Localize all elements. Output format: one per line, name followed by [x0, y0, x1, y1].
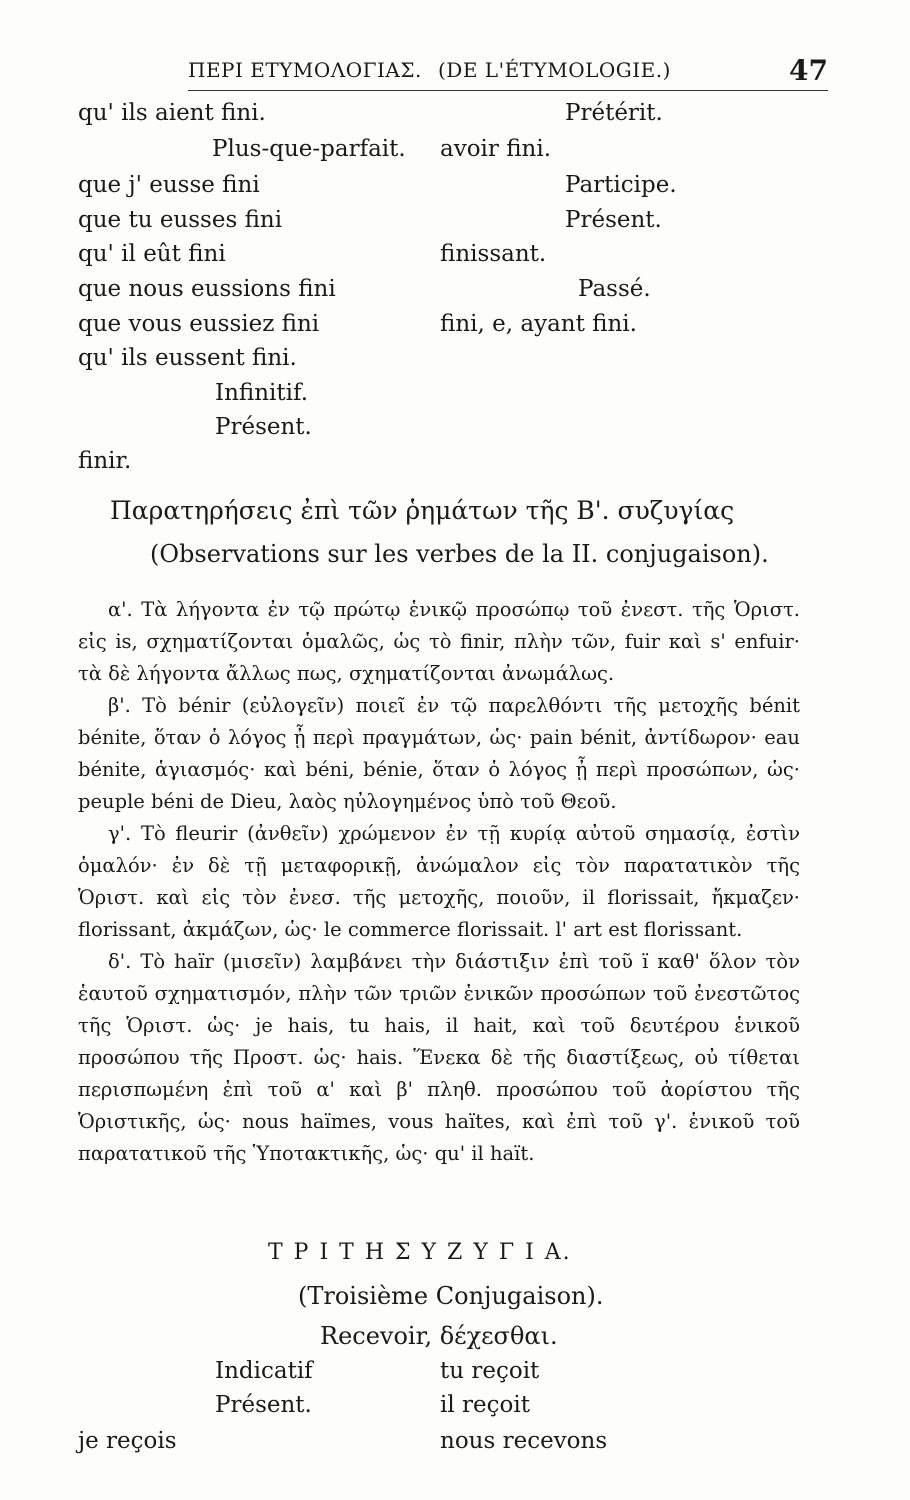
observations-body: [78, 594, 800, 1170]
conj-right: fini, e, ayant fini.: [440, 311, 637, 337]
paragraph: γ'. Τὸ fleurir (ἀνθεῖν) χρώμενον ἐν τῇ κυρίᾳ αὐτοῦ σημασίᾳ, ἐστὶν ὁμαλόν· ἐν δὲ τῇ μεταφορικῇ, ἀνώμαλον εἰς τὸν παρατατικὸν τῆς Ὁριστ. καὶ εἰς τὸν ἐνεσ. τῆς μετοχῆς, ποιοῦν, il florissait, ἤκμαζεν· florissant, ἀκμάζων, ὡς· le commerce florissait. l' art est florissant.: [78, 822, 800, 941]
conj-right: tu reçoit: [440, 1358, 540, 1384]
conj-right: il reçoit: [440, 1392, 530, 1418]
header-subtitle: (DE L'ÉTYMOLOGIE.): [438, 58, 671, 82]
third-conjugation-greek-title: Τ Ρ Ι Τ Η Σ Υ Ζ Υ Γ Ι Α.: [268, 1240, 572, 1265]
conj-right: avoir fini.: [440, 136, 552, 162]
conj-left: que nous eussions fini: [78, 276, 336, 302]
page-number: 47: [789, 54, 828, 87]
conj-left: qu' ils eussent fini.: [78, 345, 297, 371]
conj-left: que j' eusse fini: [78, 172, 260, 198]
conj-left: qu' ils aient fini.: [78, 100, 266, 126]
mood-label: Indicatif: [215, 1358, 313, 1384]
mood-label: Infinitif.: [215, 380, 309, 406]
conj-left: qu' il eût fini: [78, 241, 226, 267]
conj-left: que tu eusses fini: [78, 207, 283, 233]
tense-label: Présent.: [215, 414, 312, 440]
observations-greek-title: Παρατηρήσεις ἐπὶ τῶν ῥημάτων τῆς Β'. συζυγίας: [110, 496, 735, 525]
observations-french-title: (Observations sur les verbes de la II. conjugaison).: [150, 540, 769, 568]
header-title: ΠΕΡΙ ΕΤΥΜΟΛΟΓΙΑΣ.: [188, 58, 422, 82]
paragraph: β'. Τὸ bénir (εὐλογεῖν) ποιεῖ ἐν τῷ παρελθόντι τῆς μετοχῆς bénit bénite, ὅταν ὁ λόγος ᾖ περὶ πραγμάτων, ὡς· pain bénit, ἀντίδωρον· eau bénite, ἁγιασμός· καὶ béni, bénie, ὅταν ὁ λόγος ᾖ περὶ προσώπων, ὡς· peuple béni de Dieu, λαὸς ηὐλογημένος ὑπὸ τοῦ Θεοῦ.: [78, 694, 800, 813]
third-conjugation-french-title: (Troisième Conjugaison).: [298, 1282, 604, 1310]
conj-right: Passé.: [578, 276, 651, 302]
conj-left: Plus-que-parfait.: [212, 136, 406, 162]
page-header: [188, 54, 828, 91]
conj-right: Présent.: [565, 207, 662, 233]
conj-right: nous recevons: [440, 1428, 608, 1454]
paragraph: δ'. Τὸ haïr (μισεῖν) λαμβάνει τὴν διάστιξιν ἐπὶ τοῦ ï καθ' ὅλον τὸν ἑαυτοῦ σχηματισμόν, πλὴν τῶν τριῶν ἑνικῶν προσώπων τοῦ ἐνεστῶτος τῆς Ὁριστ. ὡς· je hais, tu hais, il hait, καὶ τοῦ δευτέρου ἑνικοῦ προσώπου τῆς Προστ. ὡς· hais. Ἕνεκα δὲ τῆς διαστίξεως, οὐ τίθεται περισπωμένη ἐπὶ τοῦ α' καὶ β' πληθ. προσώπου τοῦ ἀορίστου τῆς Ὁριστικῆς, ὡς· nous haïmes, vous haïtes, καὶ ἐπὶ τοῦ γ'. ἑνικοῦ τοῦ παρατατικοῦ τῆς Ὑποτακτικῆς, ὡς· qu' il haït.: [78, 950, 800, 1165]
verb-heading: Recevoir, δέχεσθαι.: [320, 1322, 558, 1350]
conj-right: finissant.: [440, 241, 547, 267]
conj-left: finir.: [78, 448, 132, 474]
conj-left: que vous eussiez fini: [78, 311, 320, 337]
conj-right: Prétérit.: [565, 100, 663, 126]
conj-left: je reçois: [78, 1428, 177, 1454]
conj-right: Participe.: [565, 172, 677, 198]
tense-label: Présent.: [215, 1392, 312, 1418]
paragraph: α'. Τὰ λήγοντα ἐν τῷ πρώτῳ ἑνικῷ προσώπῳ τοῦ ἐνεστ. τῆς Ὁριστ. εἰς is, σχηματίζονται ὁμαλῶς, ὡς τὸ finir, πλὴν τῶν, fuir καὶ s' enfuir· τὰ δὲ λήγοντα ἄλλως πως, σχηματίζονται ἀνωμάλως.: [78, 598, 800, 685]
